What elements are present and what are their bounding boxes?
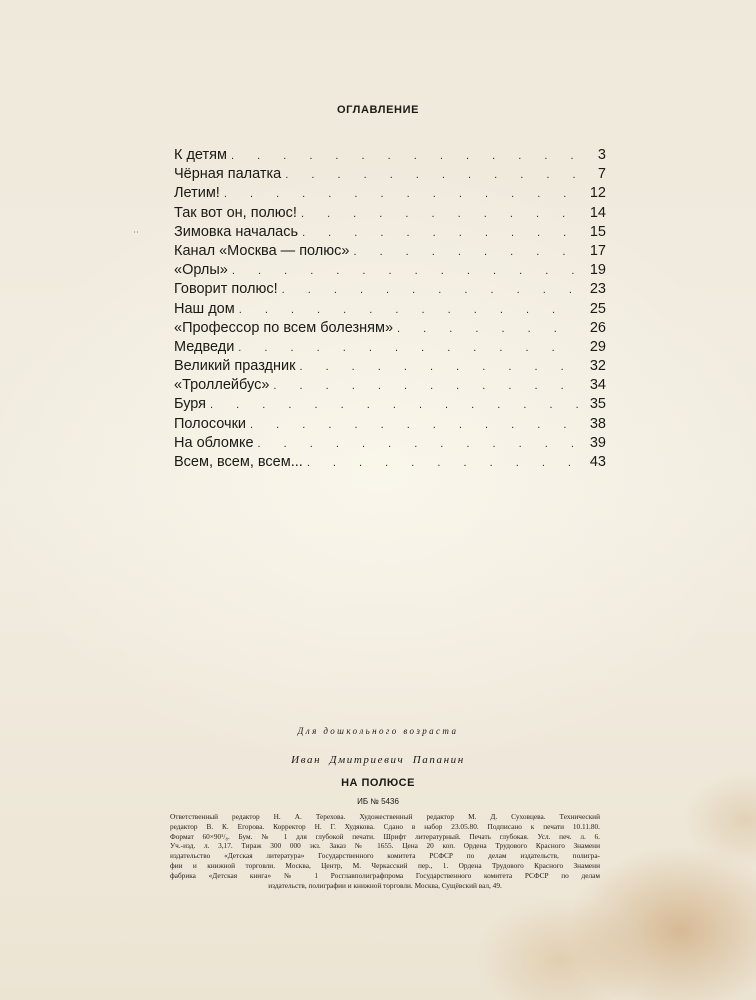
- toc-item-title: Говорит полюс!: [174, 281, 278, 298]
- toc-item-page: 35: [589, 396, 606, 413]
- toc-item-page: 15: [589, 223, 606, 240]
- toc-dot-leader: [258, 435, 578, 454]
- toc-item-title: «Троллейбус»: [174, 377, 270, 394]
- toc-item-title: К детям: [174, 147, 227, 163]
- toc-dot-leader: [231, 147, 578, 166]
- author-name: Иван Дмитриевич Папанин: [291, 754, 465, 766]
- colophon-line: фии и книжной торговли. Москва, Центр, М. Черкасский пер., 1. Ордена Трудового Красного Знамени: [170, 860, 600, 870]
- ib-number: ИБ № 5436: [357, 797, 399, 806]
- toc-dot-leader: [282, 281, 578, 300]
- toc-dot-leader: [302, 224, 578, 243]
- age-recommendation: Для дошкольного возраста: [297, 726, 459, 736]
- toc-item: [174, 357, 606, 376]
- book-title: НА ПОЛЮСЕ: [341, 777, 415, 789]
- toc-item-title: Канал «Москва — полюс»: [174, 242, 350, 259]
- toc-item-page: 25: [589, 300, 606, 317]
- toc-item-page: 23: [589, 281, 606, 298]
- toc-item: [174, 300, 606, 319]
- toc-item-title: Зимовка началась: [174, 223, 299, 240]
- toc-item-title: На обломке: [174, 434, 254, 451]
- toc-item-title: Наш дом: [174, 300, 235, 317]
- toc-dot-leader: [273, 377, 578, 396]
- toc-dot-leader: [397, 320, 578, 339]
- toc-item-title: Буря: [174, 396, 207, 413]
- toc-dot-leader: [301, 205, 578, 224]
- toc-item-page: 34: [589, 377, 606, 394]
- toc-item: [174, 261, 606, 280]
- toc-item-title: «Профессор по всем болезням»: [174, 319, 394, 336]
- toc-item-title: Великий праздник: [174, 358, 296, 375]
- colophon: [170, 812, 600, 890]
- toc-item: [174, 415, 606, 434]
- toc-heading: ОГЛАВЛЕНИЕ: [336, 104, 420, 116]
- toc-item-title: Летим!: [174, 185, 220, 202]
- toc-item-page: 19: [589, 262, 606, 279]
- toc-dot-leader: [239, 301, 578, 320]
- toc-item: [174, 395, 606, 414]
- toc-item: [174, 434, 606, 453]
- toc-dot-leader: [238, 339, 578, 358]
- toc-item: [174, 223, 606, 242]
- toc-dot-leader: [224, 185, 578, 204]
- toc-item-page: 32: [589, 358, 606, 375]
- toc-item: [174, 184, 606, 203]
- toc-item-page: 39: [589, 434, 606, 451]
- table-of-contents: [174, 146, 606, 472]
- toc-item-page: 17: [589, 242, 606, 259]
- toc-dot-leader: [285, 166, 578, 185]
- toc-dot-leader: [210, 396, 578, 415]
- toc-item-page: 26: [589, 319, 606, 336]
- toc-item-title: Всем, всем, всем...: [174, 454, 303, 470]
- toc-item-page: 7: [597, 166, 606, 183]
- toc-item-title: Полосочки: [174, 415, 247, 432]
- toc-dot-leader: [299, 358, 578, 377]
- toc-item-title: Так вот он, полюс!: [174, 204, 297, 221]
- toc-item: [174, 280, 606, 299]
- colophon-line: издательств, полиграфии и книжной торговли. Москва, Сущёвский вал, 49.: [268, 880, 502, 890]
- toc-item: [174, 453, 606, 472]
- toc-item: [174, 204, 606, 223]
- print-speck: ˙˙: [133, 230, 139, 240]
- toc-item-page: 43: [589, 454, 606, 470]
- colophon-line: фабрика «Детская книга» № 1 Росглавполиграфпрома Государственного комитета РСФСР по делам: [170, 870, 600, 880]
- toc-item: [174, 338, 606, 357]
- toc-item-title: Чёрная палатка: [174, 166, 282, 183]
- toc-item: [174, 242, 606, 261]
- toc-dot-leader: [353, 243, 578, 262]
- toc-item-page: 29: [589, 338, 606, 355]
- toc-item: [174, 319, 606, 338]
- toc-item-page: 38: [589, 415, 606, 432]
- toc-item-page: 3: [597, 147, 606, 163]
- toc-item-title: «Орлы»: [174, 262, 228, 279]
- colophon-line: Уч.-изд. л. 3,17. Тираж 300 000 экз. Заказ № 1655. Цена 20 коп. Ордена Трудового Красного Знамени: [170, 841, 600, 851]
- colophon-line: редактор В. К. Егорова. Корректор Н. Г. Худякова. Сдано в набор 23.05.80. Подписано к печати 10.11.80.: [170, 821, 600, 831]
- toc-dot-leader: [250, 416, 578, 435]
- toc-dot-leader: [307, 454, 578, 473]
- toc-item: [174, 165, 606, 184]
- toc-item-page: 14: [589, 204, 606, 221]
- toc-item: [174, 376, 606, 395]
- toc-item-page: 12: [589, 185, 606, 202]
- colophon-line: Формат 60×90¹/₈. Бум. № 1 для глубокой печати. Шрифт литературный. Печать глубокая. Усл. печ. л. 6.: [170, 831, 600, 841]
- toc-dot-leader: [232, 262, 578, 281]
- toc-item: [174, 146, 606, 165]
- toc-item-title: Медведи: [174, 338, 235, 355]
- colophon-line: издательство «Детская литература» Государственного комитета РСФСР по делам издательств, полигра-: [170, 851, 600, 861]
- colophon-line: Ответственный редактор Н. А. Терехова. Художественный редактор М. Д. Суховцева. Технический: [170, 812, 600, 821]
